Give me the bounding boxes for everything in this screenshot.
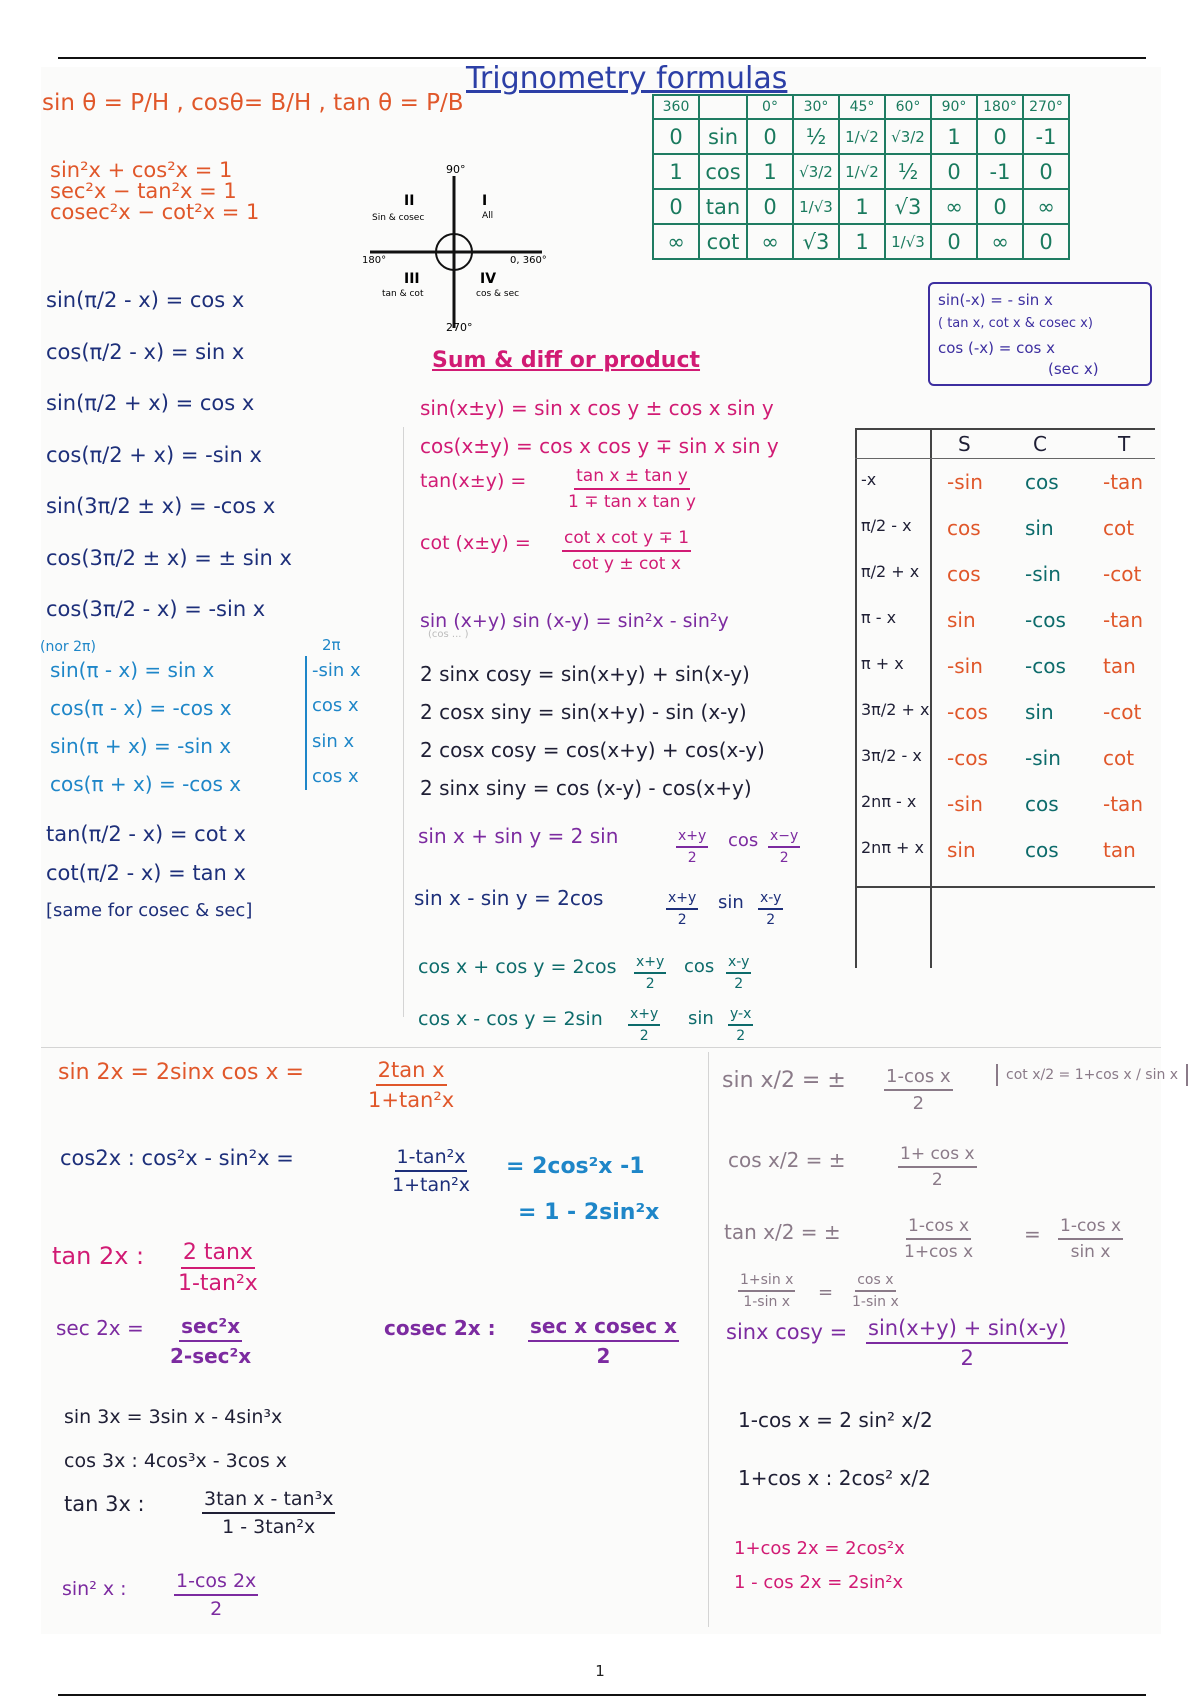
fraction-numerator: x+y [676, 828, 708, 848]
sum-fraction [676, 828, 708, 866]
one-plus-cos: 1+cos x : 2cos² x/2 [738, 1466, 931, 1490]
extra-simplified [852, 1272, 899, 1310]
table-cell: √3 [885, 189, 931, 224]
table-border [855, 886, 1155, 888]
formula-line: 2 cosx cosy = cos(x+y) + cos(x-y) [420, 738, 765, 762]
fraction-numerator: x-y [758, 890, 783, 910]
sin2x-fraction [368, 1058, 454, 1112]
sum-to-product-mid: cos [684, 956, 715, 977]
allied-angle-cell: 2nπ + x [861, 838, 924, 857]
table-row [653, 119, 1069, 154]
allied-tan-cell: cot [1103, 516, 1135, 540]
table-cell: 0 [653, 119, 699, 154]
cos2x-fraction [392, 1146, 470, 1196]
fraction-denominator: 2-sec²x [170, 1344, 252, 1368]
allied-angle-table [855, 428, 1159, 968]
formula-line: 2 sinx siny = cos (x-y) - cos(x+y) [420, 776, 752, 800]
fraction-denominator: cot y ± cot x [572, 554, 681, 574]
fraction-denominator: 2 [645, 976, 655, 992]
formula-line: 2 sinx cosy = sin(x+y) + sin(x-y) [420, 662, 750, 686]
allied-sin-cell: -sin [947, 470, 983, 494]
sec2x-fraction [170, 1314, 251, 1368]
allied-cos-cell: -cos [1025, 654, 1066, 678]
fraction-denominator: 2 [639, 1028, 649, 1044]
quadrant-3-label: III [404, 271, 420, 287]
half-cos-lhs: cos x/2 = ± [728, 1148, 846, 1172]
fraction-numerator: 3tan x - tan³x [202, 1488, 335, 1514]
column-header-t: T [1118, 432, 1131, 456]
quadrant-diagram [362, 163, 552, 334]
fraction-numerator: x-y [726, 954, 751, 974]
formula-line: sin x [312, 730, 355, 752]
quadrant-3-note: tan & cot [382, 289, 424, 299]
table-cell [699, 95, 747, 119]
fraction-denominator: 2 [687, 850, 697, 866]
column-divider-bottom [708, 1052, 709, 1627]
cot-sum-lhs: cot (x±y) = [420, 532, 531, 554]
formula-line: 2 cosx siny = sin(x+y) - sin (x-y) [420, 700, 747, 724]
allied-angle-cell: π + x [861, 654, 904, 673]
formula-line: sin(3π/2 ± x) = -cos x [46, 494, 276, 518]
cos2x-alt2: = 1 - 2sin²x [518, 1200, 660, 1225]
cosec2x-fraction [528, 1314, 679, 1368]
fraction-numerator: 1-cos x [906, 1216, 971, 1240]
quadrant-2-note: Sin & cosec [372, 213, 425, 223]
quadrant-4-label: IV [480, 271, 497, 287]
table-cell: 0 [653, 189, 699, 224]
table-cell: 0 [1023, 154, 1069, 189]
table-cell: ∞ [931, 189, 977, 224]
tan2x-lhs: tan 2x : [52, 1242, 145, 1270]
sum-fraction [628, 1006, 660, 1044]
fraction-denominator: 1+tan²x [392, 1174, 471, 1196]
table-cell: cot [699, 224, 747, 259]
sum-to-product-lhs: cos x + cos y = 2cos [418, 956, 617, 978]
allied-angle-cell: π/2 + x [861, 562, 920, 581]
cosec-sec-note: [same for cosec & sec] [46, 900, 253, 921]
table-row [653, 154, 1069, 189]
fraction-numerator: x+y [628, 1006, 660, 1026]
fraction-numerator: 2tan x [376, 1058, 447, 1086]
allied-sin-cell: cos [947, 516, 981, 540]
sum-to-product-lhs: sin x + sin y = 2 sin [418, 824, 619, 848]
formula-line: cos(π/2 - x) = sin x [46, 339, 245, 364]
fraction-denominator: 2 [734, 976, 744, 992]
identity-line: sin²x + cos²x = 1 [50, 158, 233, 182]
sec2x-lhs: sec 2x = [56, 1316, 144, 1340]
sum-to-product-mid: cos [728, 830, 759, 851]
allied-angle-cell: π - x [861, 608, 897, 627]
cot-sum-fraction [562, 528, 691, 574]
table-cell: 270° [1023, 95, 1069, 119]
tan-cot-identities [46, 824, 252, 920]
table-cell: ∞ [747, 224, 793, 259]
allied-angle-cell: 3π/2 + x [861, 700, 930, 719]
formula-line: sin(π - x) = sin x [50, 658, 215, 682]
axis-label-180: 180° [362, 255, 387, 266]
neg-line: ( tan x, cot x & cosec x) [938, 316, 1093, 331]
table-cell: -1 [977, 154, 1023, 189]
fraction-denominator: 2 [931, 1170, 943, 1190]
sin2-fraction [174, 1570, 258, 1620]
column-divider [403, 427, 404, 1017]
half-sin-lhs: sin x/2 = ± [722, 1068, 846, 1093]
allied-sin-cell: -sin [947, 654, 983, 678]
table-cell: √3/2 [793, 154, 839, 189]
allied-tan-cell: -cot [1103, 700, 1142, 724]
fraction-numerator: 1+sin x [738, 1272, 795, 1292]
fraction-denominator: 1+cos x [904, 1242, 974, 1262]
half-sin-fraction [884, 1066, 953, 1114]
fraction-numerator: 1-cos x [884, 1066, 953, 1091]
tan2x-fraction [178, 1240, 258, 1296]
allied-tan-cell: cot [1103, 746, 1135, 770]
table-cell: -1 [1023, 119, 1069, 154]
formula-line: tan(π/2 - x) = cot x [46, 822, 246, 846]
fraction-denominator: 2 [960, 1346, 974, 1370]
one-plus-cos2x: 1+cos 2x = 2cos²x [734, 1538, 905, 1559]
basic-ratios: sin θ = P/H , cosθ= B/H , tan θ = P/B [42, 90, 464, 116]
pythagorean-identities [50, 160, 259, 222]
sum-fraction [634, 954, 666, 992]
allied-tan-cell: tan [1103, 838, 1136, 862]
trig-value-table [652, 94, 1070, 260]
quadrant-2-label: II [404, 193, 415, 209]
allied-cos-cell: cos [1025, 792, 1059, 816]
sum-diff-heading: Sum & diff or product [432, 348, 701, 373]
table-cell: 1/√2 [839, 119, 885, 154]
table-cell: √3 [793, 224, 839, 259]
formula-line: cos(3π/2 - x) = -sin x [46, 597, 266, 621]
formula-line: sin(π/2 - x) = cos x [46, 288, 245, 312]
fraction-numerator: cot x cot y ∓ 1 [562, 528, 691, 552]
fraction-numerator: y-x [728, 1006, 753, 1026]
allied-cos-cell: -cos [1025, 608, 1066, 632]
fraction-denominator: 1-sin x [852, 1294, 899, 1310]
fraction-numerator: 1-tan²x [395, 1146, 468, 1172]
table-cell: 0 [931, 154, 977, 189]
half-tan-lhs: tan x/2 = ± [724, 1220, 841, 1244]
table-cell: 360 [653, 95, 699, 119]
formula-line: cos(π/2 + x) = -sin x [46, 442, 262, 467]
fraction-denominator: 2 [677, 912, 687, 928]
formula-line: cot(π/2 - x) = tan x [46, 861, 246, 885]
table-cell: ½ [793, 119, 839, 154]
table-cell: 1 [931, 119, 977, 154]
one-minus-cos: 1-cos x = 2 sin² x/2 [738, 1408, 933, 1432]
table-cell: 30° [793, 95, 839, 119]
column-header-s: S [958, 432, 971, 456]
table-cell: 1/√2 [839, 154, 885, 189]
table-cell: 1/√3 [885, 224, 931, 259]
allied-tan-cell: tan [1103, 654, 1136, 678]
table-cell: 45° [839, 95, 885, 119]
quadrant-1-note: All [482, 211, 494, 221]
fraction-denominator: 1 ∓ tan x tan y [568, 492, 696, 512]
table-cell: 0 [931, 224, 977, 259]
table-cell: 180° [977, 95, 1023, 119]
table-cell: √3/2 [885, 119, 931, 154]
table-cell: cos [699, 154, 747, 189]
product-note: (cos ... ) [428, 629, 469, 640]
table-cell: 90° [931, 95, 977, 119]
two-pi-values [312, 662, 361, 786]
formula-line: cos x [312, 765, 359, 787]
table-cell: 0 [1023, 224, 1069, 259]
page-number: 1 [595, 1662, 605, 1680]
formula-line: sin(π + x) = -sin x [50, 734, 232, 758]
table-cell: 60° [885, 95, 931, 119]
fraction-numerator: tan x ± tan y [574, 466, 690, 490]
sum-fraction [768, 828, 800, 866]
allied-cos-cell: cos [1025, 838, 1059, 862]
fraction-numerator: 1-cos x [1058, 1216, 1123, 1240]
fraction-denominator: 1-sin x [743, 1294, 791, 1310]
allied-cos-cell: sin [1025, 516, 1054, 540]
sin2x-lhs: sin 2x = 2sinx cos x = [58, 1060, 304, 1085]
page-title: Trignometry formulas [466, 61, 788, 96]
allied-sin-cell: cos [947, 562, 981, 586]
neg-line: cos (-x) = cos x [938, 339, 1055, 357]
tan3x-fraction [202, 1488, 335, 1538]
sum-fraction [728, 1006, 753, 1044]
sum-to-product-lhs: sin x - sin y = 2cos [414, 886, 604, 910]
table-cell: ∞ [1023, 189, 1069, 224]
column-header-c: C [1033, 432, 1047, 456]
identity-line: sec²x − tan²x = 1 [50, 179, 237, 203]
top-rule [58, 57, 1146, 59]
formula-line: cos(π + x) = -cos x [50, 772, 242, 796]
allied-tan-cell: -tan [1103, 608, 1143, 632]
tan-sum-lhs: tan(x±y) = [420, 470, 527, 492]
sum-fraction [666, 890, 698, 928]
fraction-denominator: sin x [1070, 1242, 1111, 1262]
two-pi-header: 2π [322, 636, 341, 654]
allied-sin-cell: sin [947, 838, 976, 862]
fraction-denominator: 1+tan²x [368, 1088, 455, 1112]
cosec2x-lhs: cosec 2x : [384, 1316, 496, 1340]
cos2x-alt1: = 2cos²x -1 [506, 1154, 645, 1179]
fraction-numerator: x+y [666, 890, 698, 910]
cos3x-formula: cos 3x : 4cos³x - 3cos x [64, 1450, 288, 1472]
sum-fraction [726, 954, 751, 992]
allied-angle-cell: -x [861, 470, 877, 489]
one-minus-cos2x: 1 - cos 2x = 2sin²x [734, 1572, 904, 1593]
axis-label-270: 270° [446, 321, 473, 334]
axis-label-0: 0, 360° [510, 255, 547, 266]
sin2-lhs: sin² x : [62, 1578, 127, 1600]
fraction-numerator: 1+ cos x [898, 1144, 977, 1168]
fraction-denominator: 2 [912, 1093, 925, 1114]
fraction-denominator: 1-tan²x [178, 1271, 258, 1296]
allied-cos-cell: -sin [1025, 746, 1061, 770]
half-cos-fraction [898, 1144, 977, 1190]
allied-cos-cell: cos [1025, 470, 1059, 494]
cos2x-lhs: cos2x : cos²x - sin²x = [60, 1146, 294, 1170]
sum-fraction [758, 890, 783, 928]
fraction-denominator: 2 [210, 1598, 223, 1620]
sinx-cosy-fraction [866, 1316, 1068, 1370]
fraction-numerator: sin(x+y) + sin(x-y) [866, 1316, 1068, 1344]
sum-to-product-lhs: cos x - cos y = 2sin [418, 1008, 603, 1030]
fraction-denominator: 2 [779, 850, 789, 866]
sinx-cosy-lhs: sinx cosy = [726, 1320, 848, 1344]
half-tan-fraction [904, 1216, 973, 1262]
table-cell: ∞ [653, 224, 699, 259]
pi-identities [50, 660, 241, 794]
product-identity: sin (x+y) sin (x-y) = sin²x - sin²y [420, 610, 729, 632]
table-border [855, 458, 1155, 459]
quadrant-axes [362, 172, 552, 332]
neg-line: sin(-x) = - sin x [938, 291, 1053, 309]
cofunction-identities [46, 290, 292, 620]
allied-angle-cell: 2nπ - x [861, 792, 917, 811]
table-row [653, 224, 1069, 259]
sum-to-product-mid: sin [688, 1008, 714, 1029]
formula-line: sin(π/2 + x) = cos x [46, 391, 255, 415]
allied-angle-cell: π/2 - x [861, 516, 912, 535]
table-cell: sin [699, 119, 747, 154]
formula-line: sin(x±y) = sin x cos y ± cos x sin y [420, 396, 774, 420]
fraction-numerator: sec x cosec x [528, 1314, 679, 1342]
formula-line: cos x [312, 695, 359, 717]
negative-angle-box [928, 282, 1152, 386]
quadrant-1-label: I [482, 193, 488, 209]
allied-angle-cell: 3π/2 - x [861, 746, 922, 765]
allied-cos-cell: sin [1025, 700, 1054, 724]
fraction-denominator: 2 [766, 912, 776, 928]
table-row [653, 189, 1069, 224]
value-table-header [653, 95, 1069, 119]
extra-equals: = [818, 1282, 834, 1303]
fraction-numerator: 2 tanx [181, 1240, 255, 1269]
table-cell: 1 [839, 189, 885, 224]
formula-line: -sin x [312, 660, 361, 681]
table-border [855, 428, 1155, 430]
allied-tan-cell: -cot [1103, 562, 1142, 586]
table-cell: 0 [977, 189, 1023, 224]
table-cell: ∞ [977, 224, 1023, 259]
allied-tan-cell: -tan [1103, 792, 1143, 816]
half-tan-simplified [1058, 1216, 1123, 1262]
table-cell: 0 [747, 189, 793, 224]
table-cell: 1 [839, 224, 885, 259]
half-tan-equals: = [1024, 1222, 1041, 1246]
fraction-numerator: sec²x [179, 1314, 242, 1342]
table-cell: 0 [977, 119, 1023, 154]
fraction-numerator: cos x [855, 1272, 895, 1292]
section-divider [41, 1047, 1161, 1048]
table-cell: 0 [747, 119, 793, 154]
formula-line: cos(3π/2 ± x) = ± sin x [46, 545, 292, 570]
sum-to-product-mid: sin [718, 892, 744, 913]
allied-cos-cell: -sin [1025, 562, 1061, 586]
formula-line: cos(x±y) = cos x cos y ∓ sin x sin y [420, 434, 779, 458]
fraction-denominator: 2 [736, 1028, 746, 1044]
tan3x-lhs: tan 3x : [64, 1492, 145, 1516]
fraction-denominator: 2 [596, 1344, 611, 1368]
fraction-numerator: x+y [634, 954, 666, 974]
allied-tan-cell: -tan [1103, 470, 1143, 494]
table-cell: ½ [885, 154, 931, 189]
fraction-numerator: 1-cos 2x [174, 1570, 258, 1596]
allied-sin-cell: -cos [947, 746, 988, 770]
cot-half-box: cot x/2 = 1+cos x / sin x [996, 1064, 1188, 1086]
extra-fraction [738, 1272, 795, 1310]
table-cell: 1 [747, 154, 793, 189]
table-cell: tan [699, 189, 747, 224]
product-to-sum [420, 664, 765, 798]
bottom-rule [58, 1694, 1146, 1696]
formula-line: cos(π - x) = -cos x [50, 696, 232, 720]
sin3x-formula: sin 3x = 3sin x - 4sin³x [64, 1406, 283, 1428]
neg-line: (sec x) [1048, 360, 1099, 378]
allied-sin-cell: sin [947, 608, 976, 632]
table-cell: 1 [653, 154, 699, 189]
fraction-numerator: x−y [768, 828, 800, 848]
table-cell: 1/√3 [793, 189, 839, 224]
quadrant-4-note: cos & sec [476, 289, 520, 299]
tan-sum-fraction [568, 466, 696, 512]
allied-sin-cell: -cos [947, 700, 988, 724]
identity-line: cosec²x − cot²x = 1 [50, 200, 260, 224]
pi-note: (nor 2π) [40, 639, 96, 655]
allied-sin-cell: -sin [947, 792, 983, 816]
fraction-denominator: 1 - 3tan²x [222, 1516, 316, 1538]
axis-label-90: 90° [446, 163, 466, 176]
table-cell: 0° [747, 95, 793, 119]
